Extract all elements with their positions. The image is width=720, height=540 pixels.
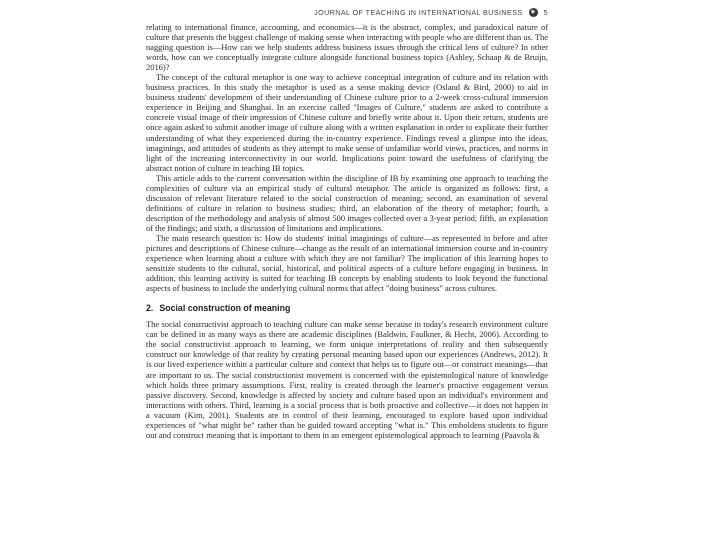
paragraph-3: This article adds to the current conversation within the discipline of IB by examining one approach to teaching the complexities of culture via an empirical study of cultural metaphor. The article is organized as follows: first, a discussion of relevant literature related to the social construction of meaning; second, an examination of several definitions of culture in relation to business studies; third, an elaboration of the theory of metaphor; fourth, a description of the methodology and analysis of almost 500 images collected over a 3-year period; fifth, an explanation of the findings; and sixth, a discussion of limitations and implications. xyxy=(146,172,548,233)
paragraph-2: The concept of the cultural metaphor is one way to achieve conceptual integration of culture and its relation with business practices. In this study the metaphor is used as a sense making device (Osland & Bird, 2000) to aid in business students' development of their understanding of Chinese culture prior to a 2-week cross-cultural immersion experience in Beijing and Shanghai. In an exercise called "Images of Culture," students are asked to contribute a concrete visual image of their impression of Chinese culture and briefly write about it. Upon their return, students are once again asked to submit another image of culture along with a written explanation in order to explicate their further understanding of what they experienced during the in-country experience. Findings reveal a glimpse into the ideas, imaginings, and attitudes of students as they attempt to make sense of unfamiliar world views, practices, and norms in light of the increasing interconnectivity in our world. Implications point toward the usefulness of clarifying the abstract notion of culture in teaching IB topics. xyxy=(146,72,548,173)
running-header xyxy=(146,6,548,18)
journal-title: JOURNAL OF TEACHING IN INTERNATIONAL BUSINESS xyxy=(314,7,523,17)
page-number: 5 xyxy=(543,7,548,17)
section-paragraph: The social constructivist approach to teaching culture can make sense because in today's research environment culture can be defined in as many ways as there are academic disciplines (Baldwin, Faulkner, & Hecht, 2006). According to the social constructivist approach to learning, we form unique interpretations of reality and then subsequently construct our knowledge of that reality by creating personal meaning based upon our experiences (Andrews, 2012). It is our lived experience within a particular culture and context that helps us to figure out—or construct meanings—that are important to us. The social constructionist movement is concerned with the epistemological nature of knowledge which holds three primary assumptions. First, reality is created through the learner's proactive engagement versus passive discovery. Second, knowledge is affected by society and culture based upon an individual's environment and interactions with others. Third, learning is a social process that is both proactive and collective—it does not happen in a vacuum (Kim, 2001). Students are in control of their learning, encouraged to explore based upon individual experiences of "what might be" rather than be guided toward accepting "what is." This emboldens students to figure out and construct meaning that is important to them in an emergent epistemological approach to learning (Paavola & xyxy=(146,319,548,440)
section-heading xyxy=(146,303,548,313)
article-body xyxy=(146,22,548,440)
paragraph-1: relating to international finance, accounting, and economics—it is the abstract, complex, and paradoxical nature of culture that presents the biggest challenge of making sense when interacting with people who are different than us. The nagging question is—How can we help students address business issues through the critical lens of culture? In other words, how can we conceptually integrate culture alongside functional business topics (Ashley, Schaap & de Bruijn, 2016)? xyxy=(146,22,548,73)
publisher-logo-icon: ◉ xyxy=(529,8,538,17)
section-number: 2. xyxy=(146,303,154,314)
paragraph-4: The main research question is: How do students' initial imaginings of culture—as represented in before and after pictures and descriptions of Chinese culture—change as the result of an international immersion course and in-country experience when learning about a culture with which they are not familiar? The implication of this learning hopes to sensitize students to the cultural, social, historical, and political aspects of a culture before engaging in business. In addition, this learning activity is suited for teaching IB concepts by enabling students to look beyond the functional aspects of business to include the underlying cultural norms that affect "doing business" across cultures. xyxy=(146,232,548,294)
section-title: Social construction of meaning xyxy=(159,303,291,314)
